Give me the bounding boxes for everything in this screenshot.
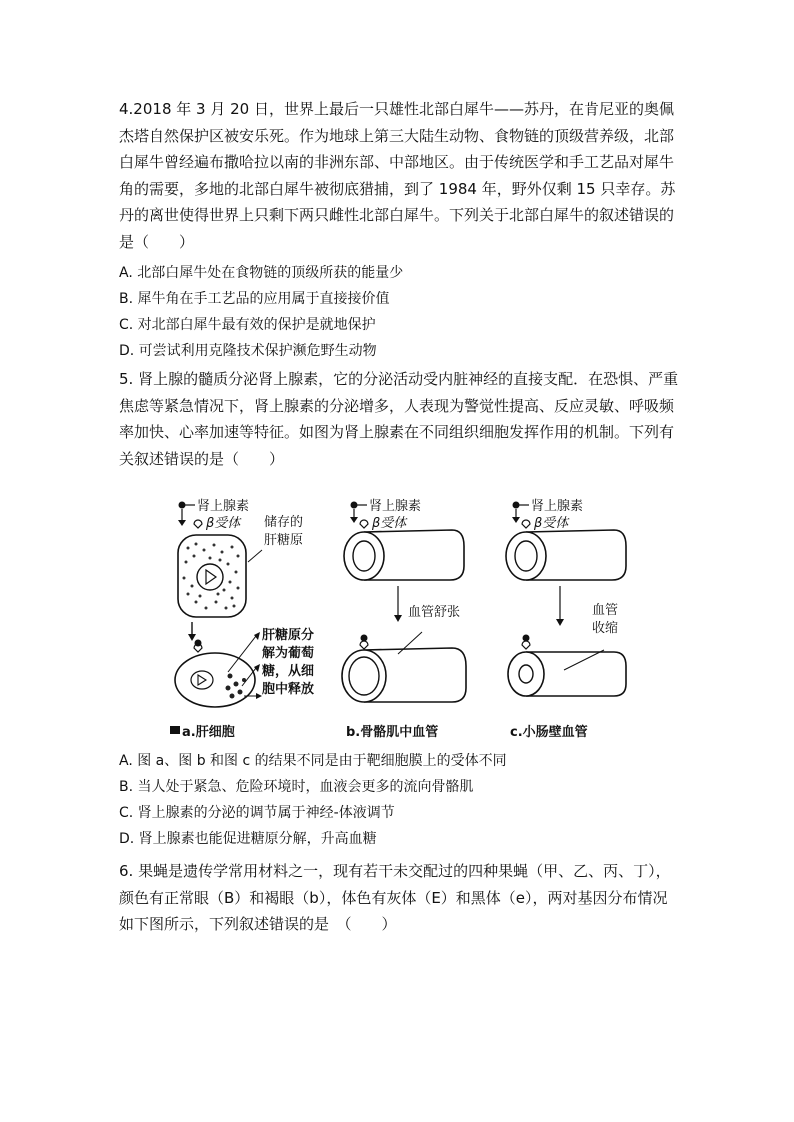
panel-c-receptor: β受体 xyxy=(534,516,569,531)
panel-b-caption: b.骨骼肌中血管 xyxy=(346,725,439,740)
option-c: C. 肾上腺素的分泌的调节属于神经-体液调节 xyxy=(119,805,395,821)
panel-a-stored-1: 储存的 xyxy=(264,515,304,530)
hormone-dot-icon xyxy=(351,502,358,509)
panel-a-hormone: 肾上腺素 xyxy=(197,499,250,514)
panel-b-result: 血管舒张 xyxy=(408,605,461,620)
option-a: A. 北部白犀牛处在食物链的顶级所获的能量少 xyxy=(119,265,404,281)
option-b: B. 犀牛角在手工艺品的应用属于直接接价值 xyxy=(119,291,390,307)
panel-c xyxy=(506,498,626,740)
panel-c-hormone: 肾上腺素 xyxy=(531,499,584,514)
option-a: A. 图 a、图 b 和图 c 的结果不同是由于靶细胞膜上的受体不同 xyxy=(119,753,507,769)
question-4-stem: 4.2018 年 3 月 20 日，世界上最后一只雄性北部白犀牛——苏丹，在肯尼亚的奥佩杰塔自然保护区被安乐死。作为地球上第三大陆生动物、食物链的顶级营养级，北部白犀牛曾经遍布撒哈拉以南的非洲东部、中部地区。由于传统医学和手工艺品对犀牛角的需要，多地的北部白犀牛被彻底猎捕，到了 1984 年，野外仅剩 15 只幸存。苏丹的离世使得世界上只剩下两只雌性北部白犀牛。下列关于北部白犀牛的叙述错误的是（ ） xyxy=(119,100,676,251)
question-5-stem: 5. 肾上腺的髓质分泌肾上腺素，它的分泌活动受内脏神经的直接支配．在恐惧、严重焦虑等紧急情况下，肾上腺素的分泌增多，人表现为警觉性提高、反应灵敏、呼吸频率加快、心率加速等特征。如图为肾上腺素在不同组织细胞发挥作用的机制。下列有关叙述错误的是（ ） xyxy=(119,370,679,468)
panel-c-result-1: 血管 xyxy=(592,603,619,618)
question-5 xyxy=(119,366,679,472)
nucleus xyxy=(197,564,223,590)
panel-a xyxy=(170,498,314,740)
question-6-stem: 6. 果蝇是遗传学常用材料之一，现有若干未交配过的四种果蝇（甲、乙、丙、丁），颜色有正常眼（B）和褐眼（b），体色有灰体（E）和黑体（e），两对基因分布情况如下图所示，下列叙述错误的是 （ ） xyxy=(119,862,671,933)
option-d: D. 可尝试利用克隆技术保护濒危野生动物 xyxy=(119,343,377,359)
figure-svg xyxy=(170,490,640,745)
panel-c-result-2: 收缩 xyxy=(592,621,619,636)
question-5-options xyxy=(119,748,679,852)
hormone-dot-icon xyxy=(513,502,520,509)
panel-a-caption: a.肝细胞 xyxy=(182,725,235,740)
option-d: D. 肾上腺素也能促进糖原分解，升高血糖 xyxy=(119,831,377,847)
panel-a-result-4: 胞中释放 xyxy=(262,682,315,697)
panel-c-caption: c.小肠壁血管 xyxy=(510,725,588,740)
hormone-dot-icon xyxy=(179,502,186,509)
panel-a-stored-2: 肝糖原 xyxy=(264,533,304,548)
question-4-options xyxy=(119,260,679,364)
receptor-icon xyxy=(522,520,530,528)
receptor-icon xyxy=(360,520,368,528)
option-b: B. 当人处于紧急、危险环境时，血液会更多的流向骨骼肌 xyxy=(119,779,474,795)
panel-a-result-3: 糖，从细 xyxy=(262,664,315,679)
panel-a-receptor: β受体 xyxy=(206,516,241,531)
panel-b-hormone: 肾上腺素 xyxy=(369,499,422,514)
panel-a-result-1: 肝糖原分 xyxy=(262,628,315,643)
receptor-icon xyxy=(194,520,202,528)
question-4 xyxy=(119,96,679,255)
adrenaline-mechanism-figure xyxy=(170,490,640,745)
option-c: C. 对北部白犀牛最有效的保护是就地保护 xyxy=(119,317,376,333)
panel-b xyxy=(342,498,466,740)
panel-a-result-2: 解为葡萄 xyxy=(262,646,315,661)
panel-b-receptor: β受体 xyxy=(372,516,407,531)
question-6 xyxy=(119,858,679,938)
